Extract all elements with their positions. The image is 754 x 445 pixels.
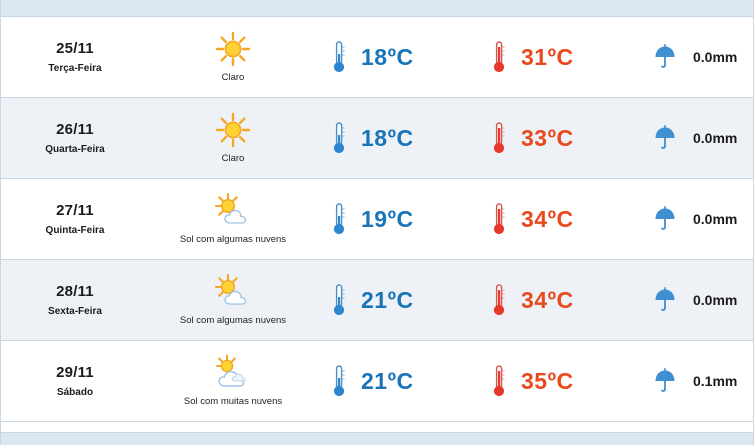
umbrella-icon [637,368,693,394]
date-cell [1,40,149,74]
date-day: 29/11 [56,364,94,381]
umbrella-icon [637,206,693,232]
umbrella-icon [637,44,693,70]
forecast-row[interactable] [1,98,753,179]
rain-cell [637,287,753,313]
max-temp-value: 33ºC [521,124,574,151]
min-temp-cell [317,120,477,156]
thermometer-cold-icon [317,120,361,156]
min-temp-value: 18ºC [361,43,414,70]
rain-value: 0.0mm [693,292,738,308]
thermometer-hot-icon [477,282,521,318]
max-temp-value: 35ºC [521,367,574,394]
max-temp-cell [477,201,637,237]
date-day: 27/11 [56,202,94,219]
rain-cell [637,368,753,394]
rain-value: 0.0mm [693,211,738,227]
forecast-row[interactable] [1,341,753,422]
sky-text: Sol com algumas nuvens [179,234,287,245]
sun-small-cloud-icon [149,272,317,312]
date-weekday: Terça-Feira [48,63,102,74]
min-temp-cell [317,282,477,318]
rain-value: 0.0mm [693,130,738,146]
sky-cell [149,272,317,328]
date-weekday: Quinta-Feira [45,225,105,236]
date-cell [1,283,149,317]
sky-text: Sol com algumas nuvens [179,315,287,326]
sun-big-cloud-icon [149,353,317,393]
sky-text: Claro [221,153,245,164]
thermometer-hot-icon [477,363,521,399]
date-day: 26/11 [56,121,94,138]
sky-cell [149,191,317,247]
date-cell [1,202,149,236]
top-strip [1,0,753,17]
sky-cell [149,110,317,166]
sun-small-cloud-icon [149,191,317,231]
thermometer-hot-icon [477,120,521,156]
thermometer-cold-icon [317,363,361,399]
date-cell [1,121,149,155]
thermometer-cold-icon [317,201,361,237]
date-day: 25/11 [56,40,94,57]
max-temp-value: 34ºC [521,286,574,313]
thermometer-hot-icon [477,201,521,237]
min-temp-value: 21ºC [361,367,414,394]
date-day: 28/11 [56,283,94,300]
rain-cell [637,125,753,151]
sky-cell [149,353,317,409]
bottom-strip [1,432,753,445]
date-weekday: Sábado [56,387,94,398]
min-temp-cell [317,363,477,399]
forecast-row[interactable] [1,260,753,341]
umbrella-icon [637,287,693,313]
rain-cell [637,206,753,232]
min-temp-cell [317,201,477,237]
min-temp-value: 21ºC [361,286,414,313]
min-temp-value: 18ºC [361,124,414,151]
date-weekday: Sexta-Feira [48,306,102,317]
max-temp-cell [477,282,637,318]
thermometer-cold-icon [317,39,361,75]
date-weekday: Quarta-Feira [45,144,105,155]
sky-text: Sol com muitas nuvens [183,396,283,407]
thermometer-hot-icon [477,39,521,75]
rain-value: 0.1mm [693,373,738,389]
sun-icon [149,110,317,150]
sky-cell [149,29,317,85]
sun-icon [149,29,317,69]
umbrella-icon [637,125,693,151]
rain-cell [637,44,753,70]
max-temp-cell [477,120,637,156]
rain-value: 0.0mm [693,49,738,65]
forecast-row[interactable] [1,179,753,260]
max-temp-cell [477,363,637,399]
min-temp-value: 19ºC [361,205,414,232]
sky-text: Claro [221,72,245,83]
thermometer-cold-icon [317,282,361,318]
min-temp-cell [317,39,477,75]
max-temp-value: 31ºC [521,43,574,70]
forecast-row[interactable] [1,17,753,98]
date-cell [1,364,149,398]
max-temp-value: 34ºC [521,205,574,232]
max-temp-cell [477,39,637,75]
